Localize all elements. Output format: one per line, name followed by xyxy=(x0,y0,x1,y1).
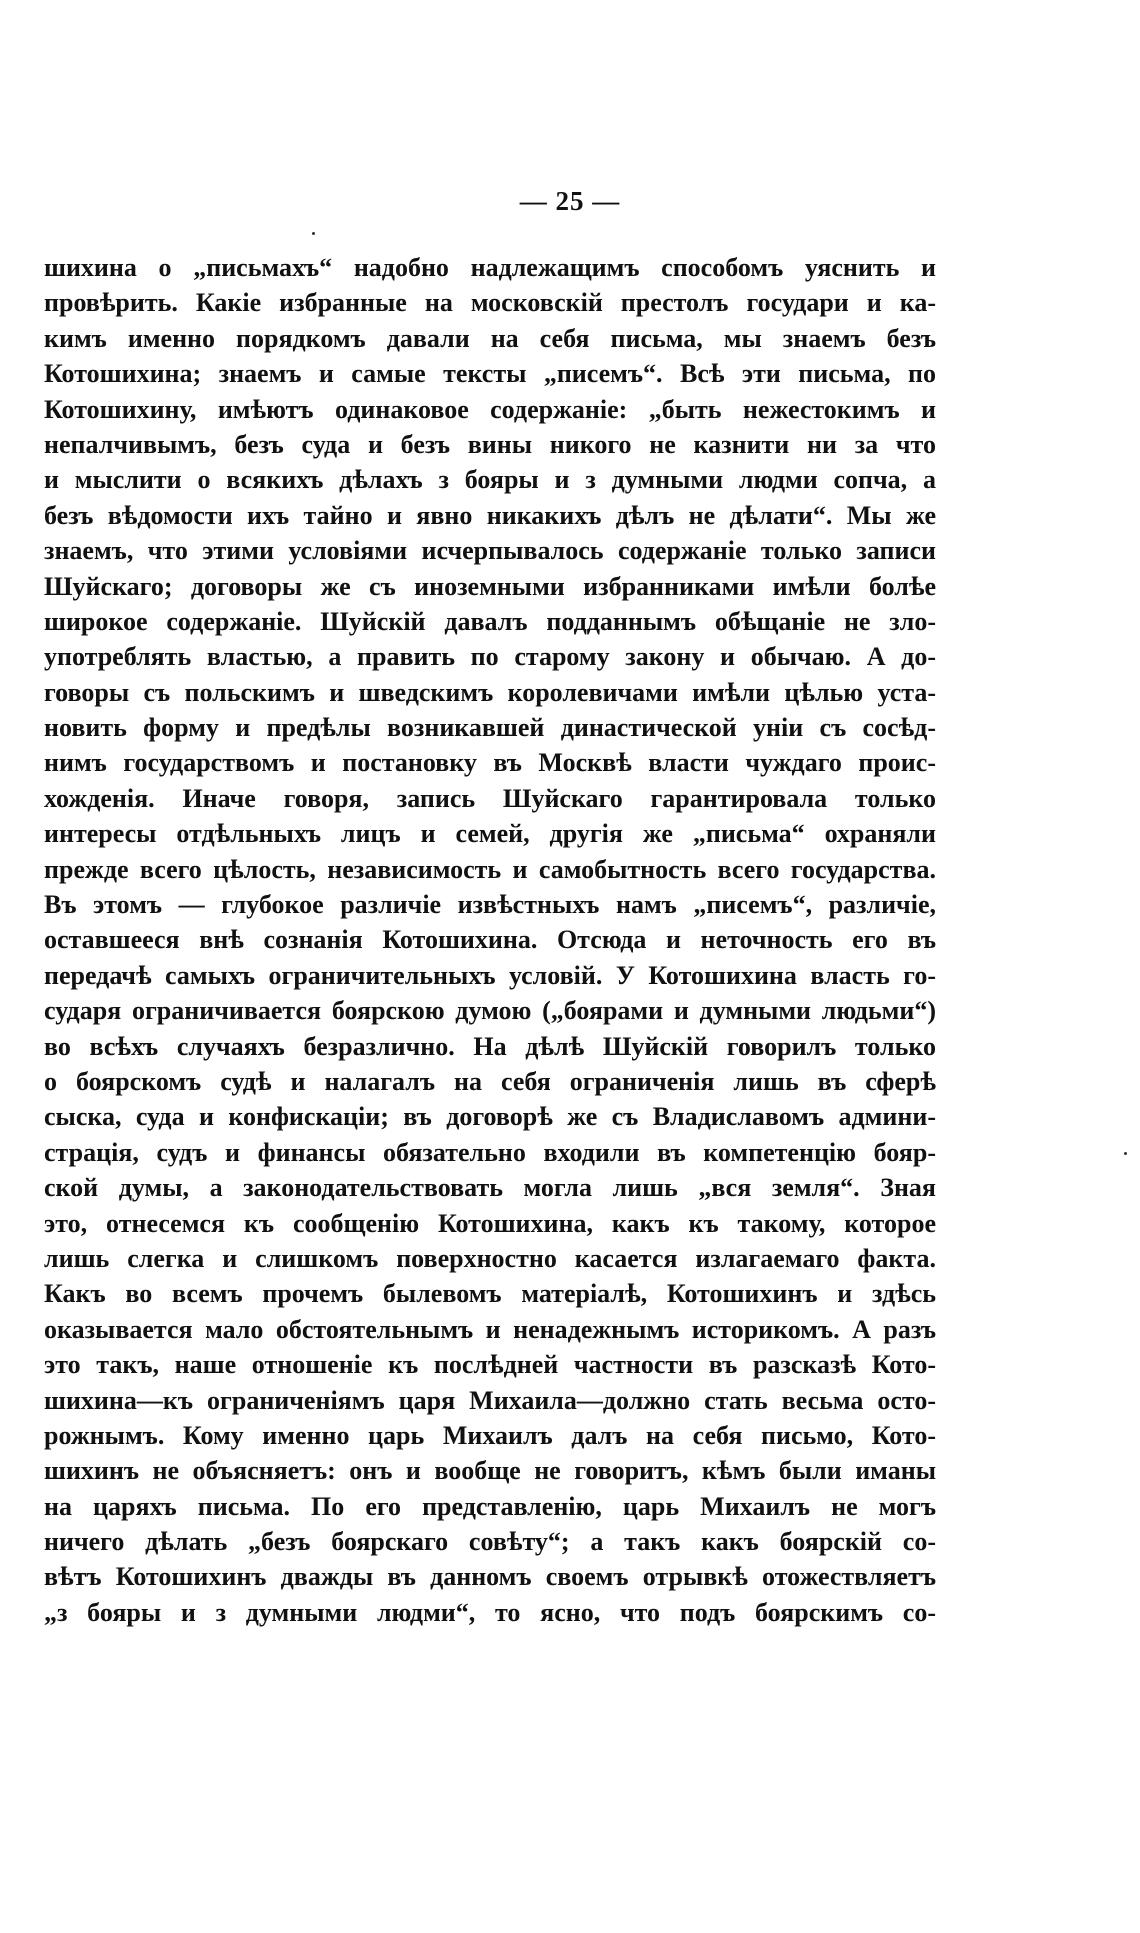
text-line: употреблять властью, а править по старому закону и обычаю. А до- xyxy=(44,642,936,672)
text-line: ничего дѣлать „безъ боярскаго совѣту“; а такъ какъ боярскiй со- xyxy=(44,1527,936,1557)
text-line: новить форму и предѣлы возникавшей династической унiи съ сосѣд- xyxy=(44,713,936,743)
body-text xyxy=(44,250,936,1630)
text-line: „з бояры и з думными людми“, то ясно, что подъ боярскимъ со- xyxy=(44,1597,936,1627)
text-line: Шуйскаго; договоры же съ иноземными избранниками имѣли болѣе xyxy=(44,571,936,601)
text-line: Какъ во всемъ прочемъ былевомъ матерiалѣ, Котошихинъ и здѣсь xyxy=(44,1279,936,1309)
text-line: Котошихину, имѣютъ одинаковое содержанiе: „быть нежестокимъ и xyxy=(44,394,936,424)
text-line: во всѣхъ случаяхъ безразлично. На дѣлѣ Шуйскiй говорилъ только xyxy=(44,1031,936,1061)
text-line: о боярскомъ судѣ и налагалъ на себя ограниченiя лишь въ сферѣ xyxy=(44,1066,936,1096)
print-speck xyxy=(1124,1152,1127,1155)
text-line: сударя ограничивается боярскою думою („боярами и думными людьми“) xyxy=(44,996,936,1026)
text-line: и мыслити о всякихъ дѣлахъ з бояры и з думными людми сопча, а xyxy=(44,465,936,495)
text-line: оказывается мало обстоятельнымъ и ненадежнымъ историкомъ. А разъ xyxy=(44,1314,936,1344)
text-line: Въ этомъ — глубокое различiе извѣстныхъ намъ „писемъ“, различiе, xyxy=(44,890,936,920)
text-line: шихина—къ ограниченiямъ царя Михаила—должно стать весьма осто- xyxy=(44,1385,936,1415)
text-line: интересы отдѣльныхъ лицъ и семей, другiя же „письма“ охраняли xyxy=(44,819,936,849)
text-line: вѣтъ Котошихинъ дважды въ данномъ своемъ отрывкѣ отожествляетъ xyxy=(44,1562,936,1592)
text-line: хожденiя. Иначе говоря, запись Шуйскаго гарантировала только xyxy=(44,783,936,813)
text-line: страцiя, судъ и финансы обязательно входили въ компетенцiю бояр- xyxy=(44,1137,936,1167)
text-line: прежде всего цѣлость, независимость и самобытность всего государства. xyxy=(44,854,936,884)
text-line: на царяхъ письма. По его представленiю, царь Михаилъ не могъ xyxy=(44,1491,936,1521)
text-line: рожнымъ. Кому именно царь Михаилъ далъ на себя письмо, Кото- xyxy=(44,1420,936,1450)
text-line: знаемъ, что этими условiями исчерпывалось содержанiе только записи xyxy=(44,536,936,566)
text-line: нимъ государствомъ и постановку въ Москвѣ власти чуждаго проис- xyxy=(44,748,936,778)
print-speck xyxy=(312,232,315,235)
text-line: сыска, суда и конфискацiи; въ договорѣ же съ Владиславомъ админи- xyxy=(44,1102,936,1132)
text-line: безъ вѣдомости ихъ тайно и явно никакихъ дѣлъ не дѣлати“. Мы же xyxy=(44,500,936,530)
text-line: провѣрить. Какiе избранные на московскiй престолъ государи и ка- xyxy=(44,288,936,318)
text-line: кимъ именно порядкомъ давали на себя письма, мы знаемъ безъ xyxy=(44,323,936,353)
text-line: Котошихина; знаемъ и самые тексты „писемъ“. Всѣ эти письма, по xyxy=(44,359,936,389)
text-line: широкое содержанiе. Шуйскiй давалъ подданнымъ обѣщанiе не зло- xyxy=(44,606,936,636)
text-line: шихинъ не объясняетъ: онъ и вообще не говоритъ, кѣмъ были иманы xyxy=(44,1456,936,1486)
text-line: передачѣ самыхъ ограничительныхъ условiй. У Котошихина власть го- xyxy=(44,960,936,990)
text-line: непалчивымъ, безъ суда и безъ вины никого не казнити ни за что xyxy=(44,429,936,459)
text-line: говоры съ польскимъ и шведскимъ королевичами имѣли цѣлью уста- xyxy=(44,677,936,707)
text-line: это, отнесемся къ сообщенiю Котошихина, какъ къ такому, которое xyxy=(44,1208,936,1238)
text-line: ской думы, а законодательствовать могла лишь „вся земля“. Зная xyxy=(44,1173,936,1203)
text-line: это такъ, наше отношенiе къ послѣдней частности въ разсказѣ Кото- xyxy=(44,1350,936,1380)
text-line: лишь слегка и слишкомъ поверхностно касается излагаемаго факта. xyxy=(44,1243,936,1273)
text-line: шихина о „письмахъ“ надобно надлежащимъ способомъ уяснить и xyxy=(44,253,936,282)
page-number: — 25 — xyxy=(519,186,621,216)
text-line: оставшееся внѣ сознанiя Котошихина. Отсюда и неточность его въ xyxy=(44,925,936,955)
